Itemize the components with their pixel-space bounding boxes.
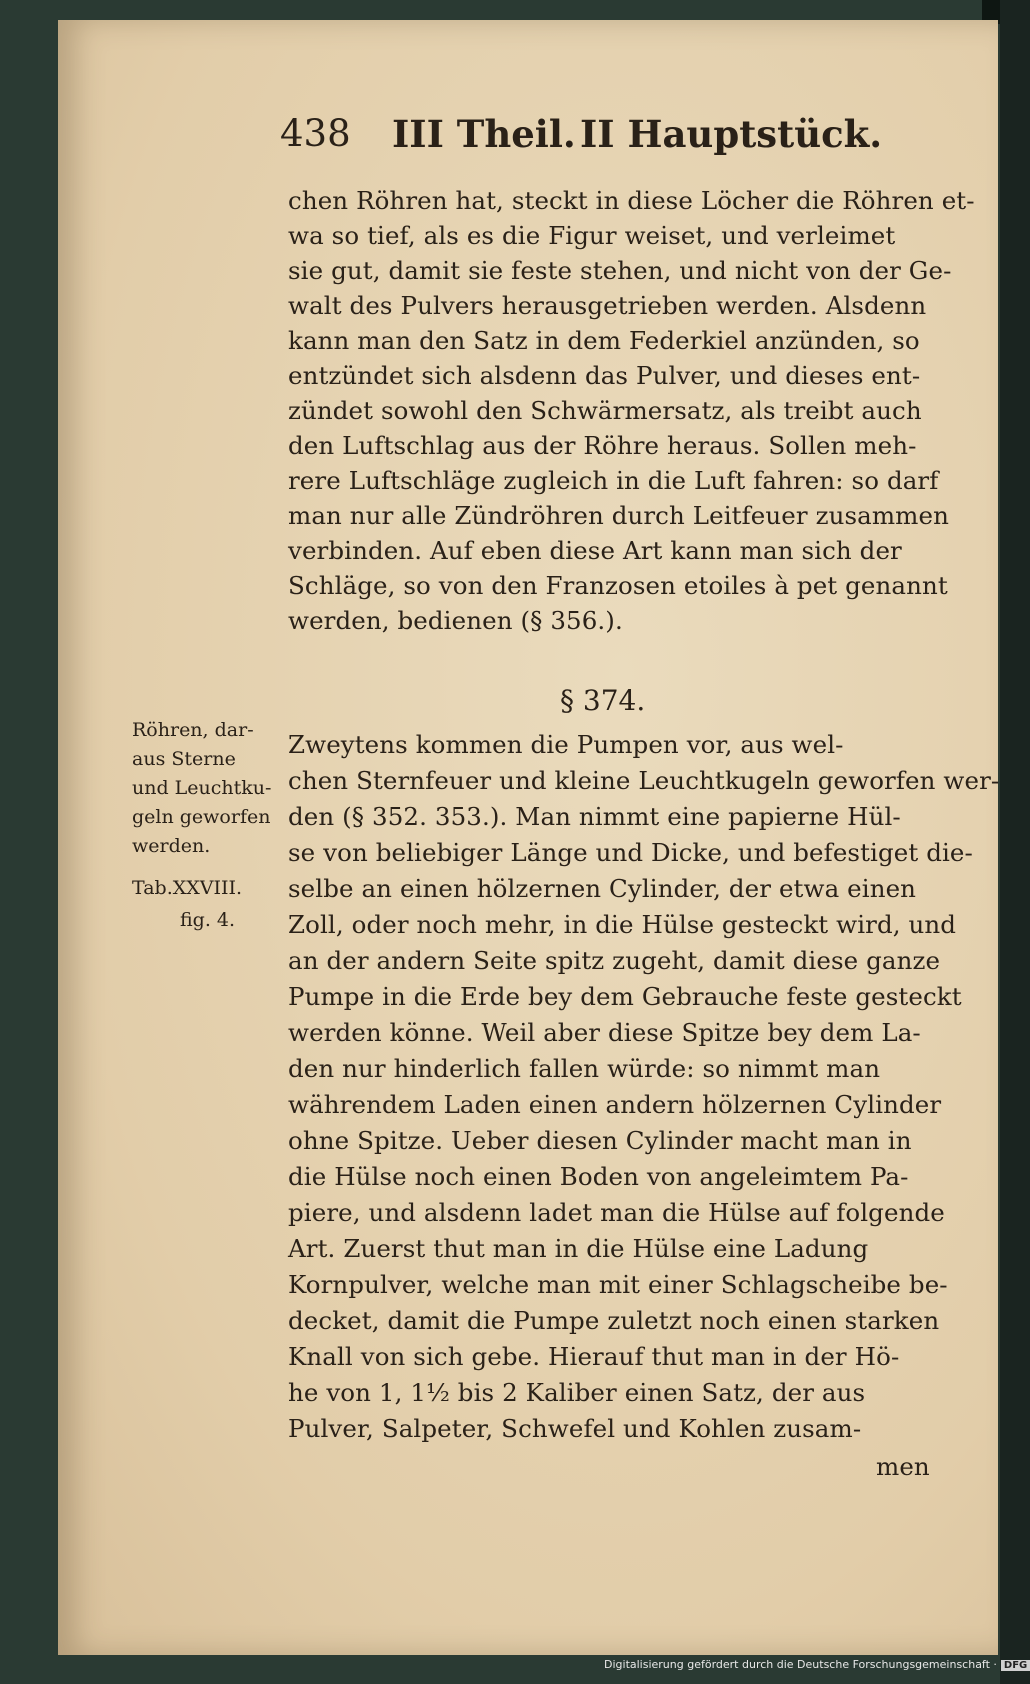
margin-note-line: aus Sterne [132,748,236,770]
text-line: an der andern Seite spitz zugeht, damit diese ganze [288,946,941,975]
section-heading: § 374. [560,684,646,717]
dfg-logo: DFG [1001,1660,1030,1671]
text-line: sie gut, damit sie feste stehen, und nicht von der Ge- [288,256,952,285]
text-line: chen Röhren hat, steckt in diese Löcher die Röhren et- [288,186,975,215]
text-line: verbinden. Auf eben diese Art kann man sich der [288,536,902,565]
text-line: Pumpe in die Erde bey dem Gebrauche feste gesteckt [288,982,962,1011]
plate-reference [132,872,292,936]
text-line: den nur hinderlich fallen würde: so nimmt man [288,1054,881,1083]
text-line: rere Luftschläge zugleich in die Luft fahren: so darf [288,466,939,495]
figure-number: fig. 4. [180,909,236,931]
text-line: die Hülse noch einen Boden von angeleimtem Pa- [288,1162,909,1191]
text-line: Pulver, Salpeter, Schwefel und Kohlen zusam- [288,1414,862,1443]
text-line: walt des Pulvers herausgetrieben werden. Alsdenn [288,291,927,320]
text-line: den (§ 352. 353.). Man nimmt eine papierne Hül- [288,802,901,831]
text-line: selbe an einen hölzernen Cylinder, der etwa einen [288,874,917,903]
text-line: werden könne. Weil aber diese Spitze bey dem La- [288,1018,921,1047]
text-line: Schläge, so von den Franzosen etoiles à pet genannt [288,571,948,600]
footer-credit [604,1658,1028,1678]
text-line: entzündet sich alsdenn das Pulver, und dieses ent- [288,361,921,390]
text-line: piere, und alsdenn ladet man die Hülse auf folgende [288,1198,945,1227]
text-line: ohne Spitze. Ueber diesen Cylinder macht man in [288,1126,912,1155]
text-line: Knall von sich gebe. Hierauf thut man in der Hö- [288,1342,900,1371]
part-title: III Theil. [392,112,576,156]
text-line: kann man den Satz in dem Federkiel anzünden, so [288,326,920,355]
margin-note-line: und Leuchtku- [132,777,272,799]
text-line: man nur alle Zündröhren durch Leitfeuer zusammen [288,501,949,530]
text-line: decket, damit die Pumpe zuletzt noch einen starken [288,1306,940,1335]
text-line: wa so tief, als es die Figur weiset, und verleimet [288,221,896,250]
catchword: men [876,1452,930,1481]
page-number: 438 [280,112,351,155]
margin-note-line: werden. [132,835,211,857]
text-line: chen Sternfeuer und kleine Leuchtkugeln geworfen wer- [288,766,1000,795]
text-line: werden, bedienen (§ 356.). [288,606,623,635]
margin-note-line: geln geworfen [132,806,271,828]
running-header [280,112,883,164]
text-line: Zweytens kommen die Pumpen vor, aus wel- [288,730,844,759]
text-line: Art. Zuerst thut man in die Hülse eine Ladung [288,1234,869,1263]
text-line: se von beliebiger Länge und Dicke, und befestiget die- [288,838,973,867]
text-line: he von 1, 1½ bis 2 Kaliber einen Satz, der aus [288,1378,866,1407]
text-line: den Luftschlag aus der Röhre heraus. Sollen meh- [288,431,917,460]
text-line: zündet sowohl den Schwärmersatz, als treibt auch [288,396,922,425]
text-line: währendem Laden einen andern hölzernen Cylinder [288,1090,942,1119]
text-line: Kornpulver, welche man mit einer Schlagscheibe be- [288,1270,948,1299]
chapter-title: II Hauptstück. [580,112,883,156]
margin-note [132,716,292,861]
text-line: Zoll, oder noch mehr, in die Hülse gesteckt wird, und [288,910,957,939]
plate-number: Tab.XXVIII. [132,877,243,899]
footer-text: Digitalisierung gefördert durch die Deutsche Forschungsgemeinschaft · [604,1658,997,1671]
margin-note-line: Röhren, dar- [132,719,254,741]
